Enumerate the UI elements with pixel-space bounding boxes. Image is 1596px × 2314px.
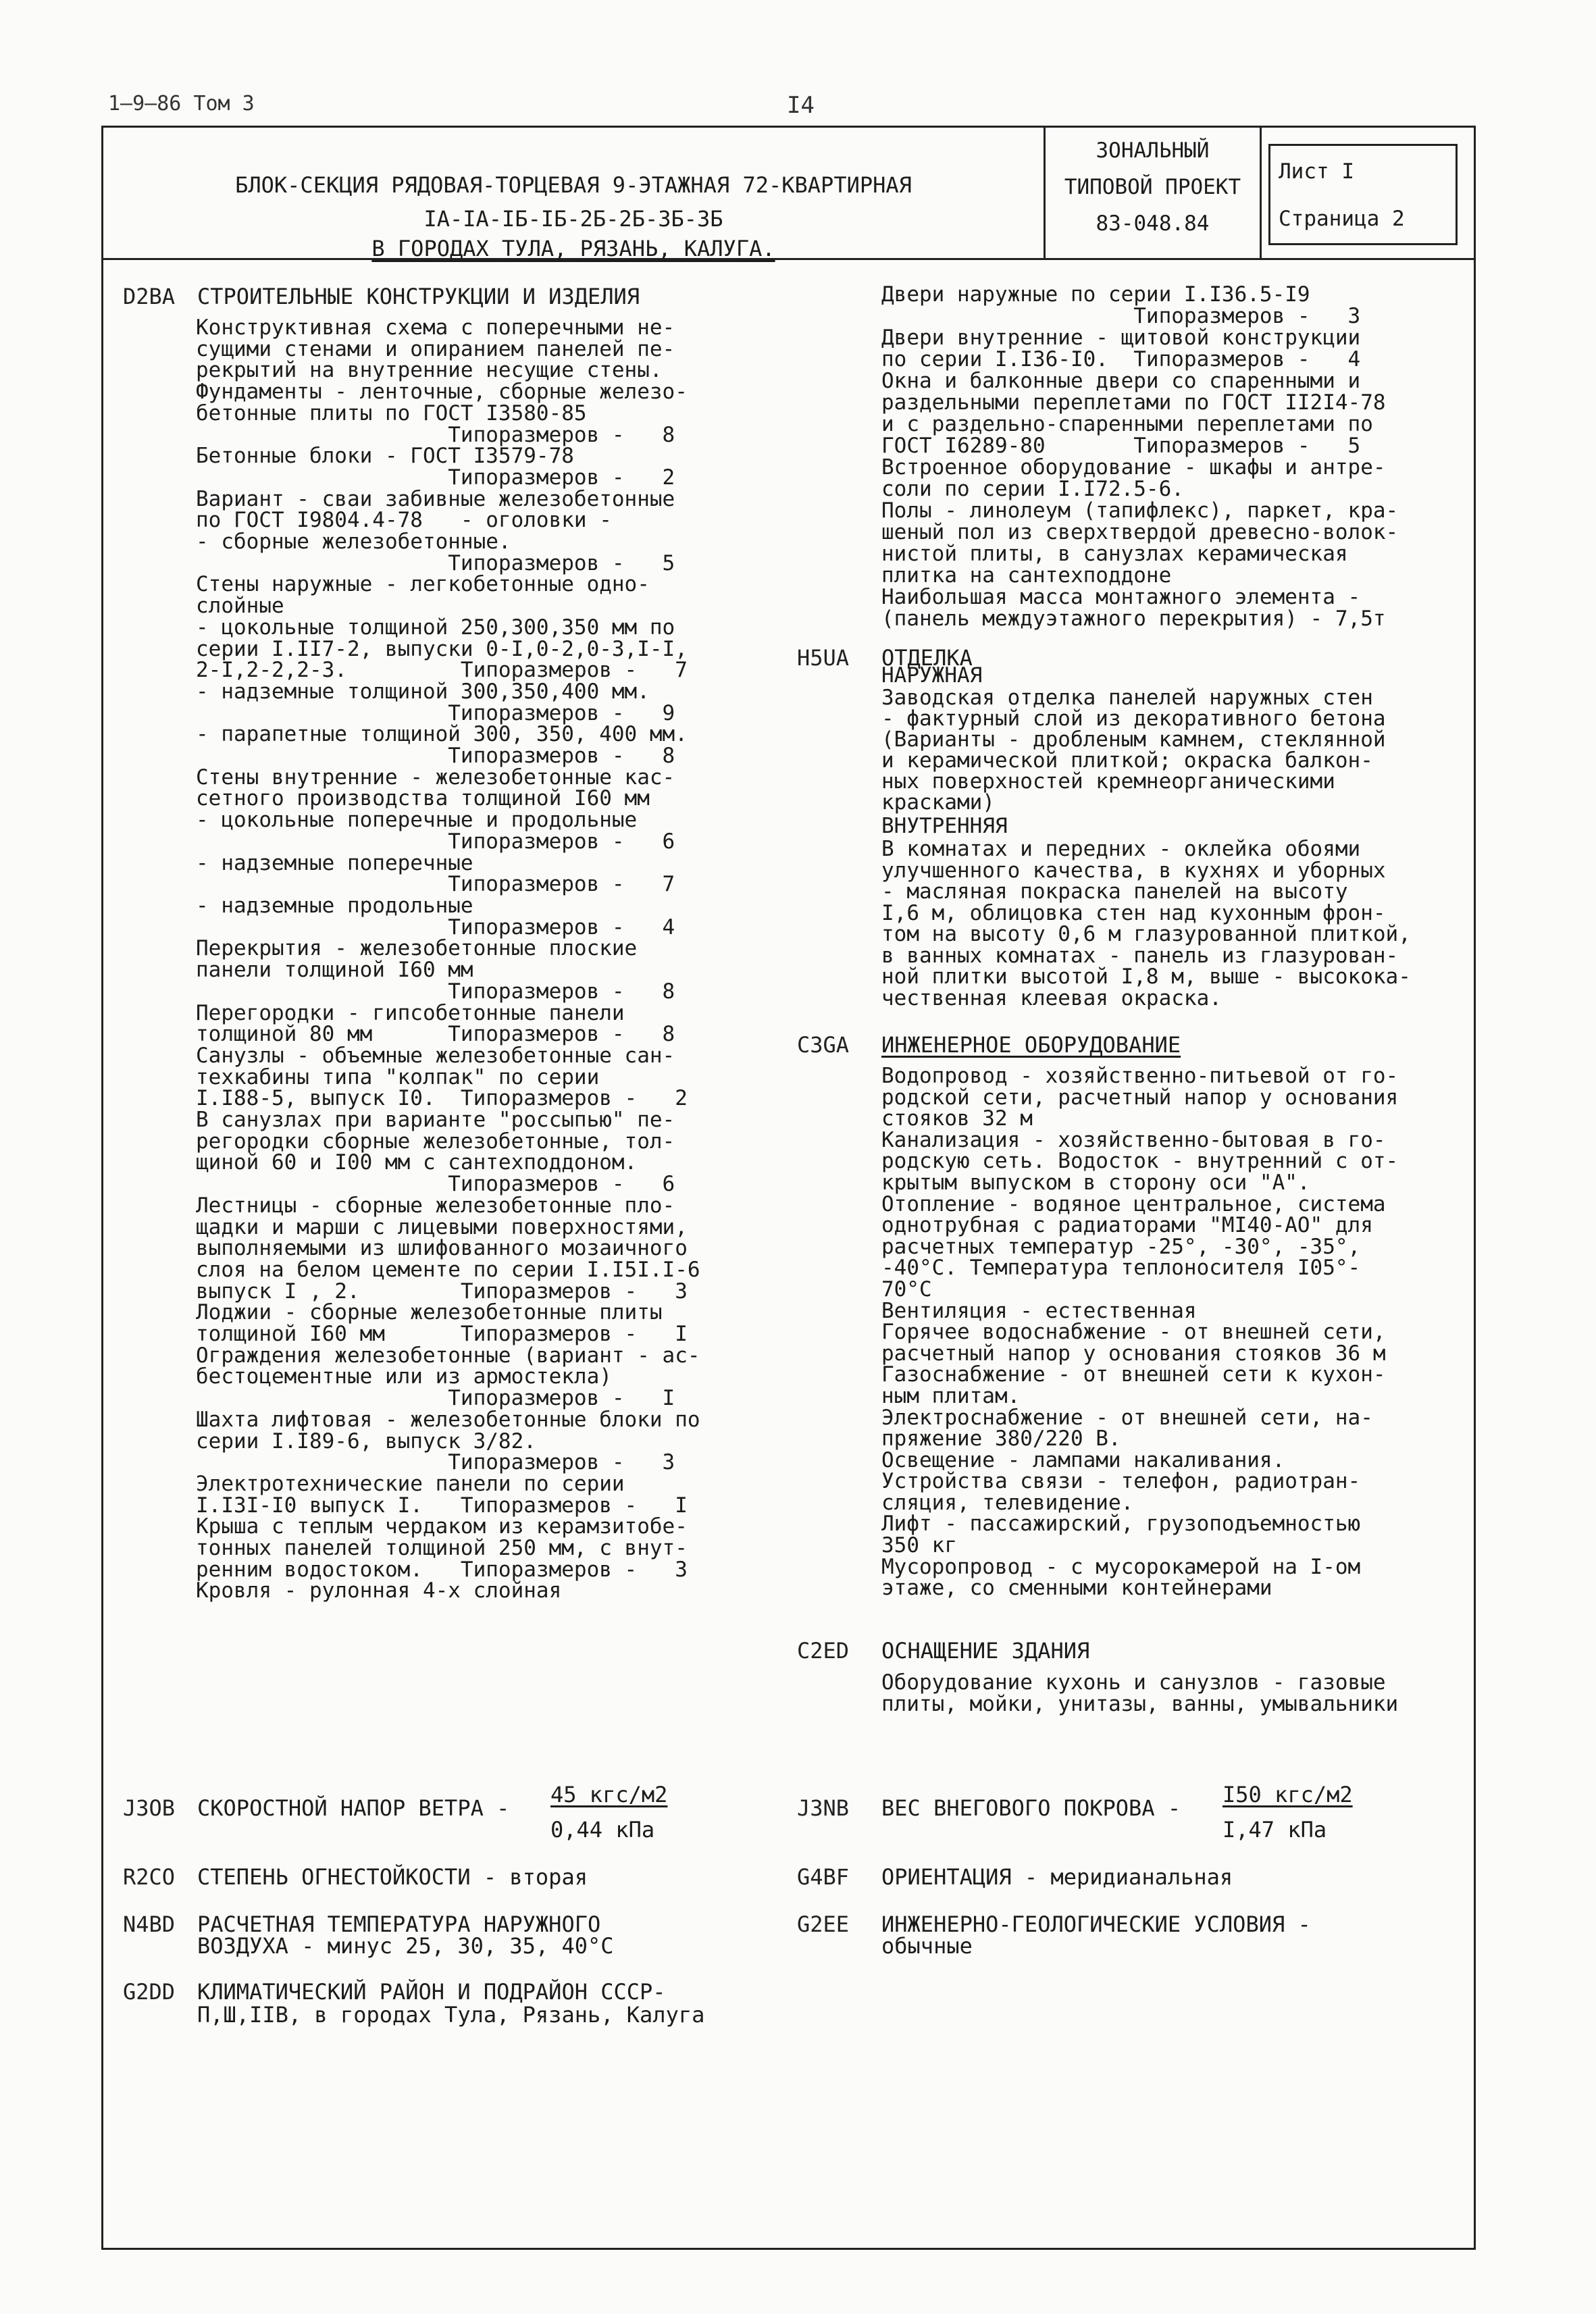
- param-code: J3OB: [123, 1795, 176, 1821]
- title-line-1: БЛОК-СЕКЦИЯ РЯДОВАЯ-ТОРЦЕВАЯ 9-ЭТАЖНАЯ 72-КВАРТИРНАЯ: [235, 172, 912, 198]
- text-line: регородки сборные железобетонные, тол-: [196, 1129, 675, 1154]
- text-line: - надземные продольные: [196, 893, 473, 918]
- text-line: слоя на белом цементе по серии I.I5I.I-6: [196, 1257, 700, 1282]
- text-line: - цокольные толщиной 250,300,350 мм по: [196, 615, 675, 640]
- text-line: Фундаменты - ленточные, сборные железо-: [196, 380, 688, 405]
- text-line: толщиной I60 мм Типоразмеров - I: [196, 1322, 688, 1347]
- text-line: бетонные плиты по ГОСТ I3580-85: [196, 401, 587, 426]
- text-line: щадки и марши с лицевыми поверхностями,: [196, 1214, 688, 1239]
- text-line: Типоразмеров - 5: [196, 550, 675, 575]
- text-line: Бетонные блоки - ГОСТ I3579-78: [196, 444, 574, 469]
- title-block: [103, 128, 1474, 260]
- section-heading: СТРОИТЕЛЬНЫЕ КОНСТРУКЦИИ И ИЗДЕЛИЯ: [197, 284, 640, 309]
- project-number: 83-048.84: [1096, 211, 1210, 236]
- outdoor-temperature-l2: ВОЗДУХА - минус 25, 30, 35, 40°С: [197, 1933, 614, 1959]
- text-line: серии I.II7-2, выпуски 0-I,0-2,0-3,I-I,: [196, 636, 688, 661]
- text-line: - надземные толщиной 300,350,400 мм.: [196, 679, 650, 704]
- section-heading: ОТДЕЛКА: [881, 645, 973, 671]
- text-line: - надземные поперечные: [196, 850, 473, 875]
- text-line: щиной 60 и I00 мм с сантехподдоном.: [196, 1150, 638, 1175]
- text-line: пряжение 380/220 В.: [881, 1426, 1121, 1451]
- text-line: ной плитки высотой I,8 м, выше - высокока-: [881, 965, 1411, 989]
- text-line: Типоразмеров - 4: [196, 915, 675, 940]
- snow-value: I50 кгс/м2: [1222, 1782, 1353, 1807]
- text-line: Перекрытия - железобетонные плоские: [196, 936, 638, 961]
- text-line: Вентиляция - естественная: [881, 1298, 1197, 1323]
- text-line: Типоразмеров - 8: [196, 422, 675, 447]
- text-line: родскую сеть. Водосток - внутренний с от-: [881, 1149, 1399, 1174]
- interior-finish-text: [881, 839, 1411, 1009]
- text-line: улучшенного качества, в кухнях и уборных: [881, 858, 1386, 883]
- text-line: ным плитам.: [881, 1383, 1021, 1408]
- text-line: Устройства связи - телефон, радиотран-: [881, 1469, 1361, 1494]
- param-code: N4BD: [123, 1911, 176, 1937]
- text-line: том на высоту 0,6 м глазурованной плиткой,: [881, 922, 1411, 946]
- construction-text: [196, 317, 700, 1602]
- text-line: красками): [881, 790, 995, 815]
- text-line: однотрубная с радиаторами "МI40-АО" для: [881, 1213, 1373, 1238]
- text-line: Водопровод - хозяйственно-питьевой от го-: [881, 1064, 1399, 1088]
- text-line: Типоразмеров - 7: [196, 872, 675, 897]
- text-line: по серии I.I36-I0. Типоразмеров - 4: [881, 347, 1361, 371]
- text-line: -40°С. Температура теплоносителя I05°-: [881, 1256, 1361, 1281]
- sheet-cell: [1262, 128, 1474, 258]
- snow-label: ВЕС ВНЕГОВОГО ПОКРОВА -: [881, 1795, 1181, 1821]
- text-line: крытым выпуском в сторону оси "А".: [881, 1170, 1310, 1195]
- text-line: сетного производства толщиной I60 мм: [196, 786, 650, 811]
- climate-l1: КЛИМАТИЧЕСКИЙ РАЙОН И ПОДРАЙОН СССР-: [197, 1979, 666, 2005]
- page-label: Страница 2: [1279, 207, 1405, 231]
- text-line: плитка на сантехподдоне: [881, 563, 1172, 588]
- project-type: ЗОНАЛЬНЫЙ: [1096, 138, 1210, 163]
- param-code: G4BF: [797, 1864, 850, 1890]
- section-code: D2BA: [123, 284, 176, 309]
- text-line: Типоразмеров - 9: [196, 700, 675, 725]
- engineering-text: [881, 1066, 1398, 1599]
- text-line: - цокольные поперечные и продольные: [196, 808, 638, 833]
- exterior-finish-text: [881, 688, 1386, 813]
- doors-windows-text: [881, 284, 1398, 629]
- section-code: C3GA: [797, 1032, 850, 1058]
- text-line: техкабины типа "колпак" по серии: [196, 1064, 600, 1089]
- text-line: шеный пол из сверхтвердой древесно-волок-: [881, 520, 1399, 544]
- section-heading: ИНЖЕНЕРНОЕ ОБОРУДОВАНИЕ: [881, 1032, 1181, 1058]
- text-line: Окна и балконные двери со спаренными и: [881, 369, 1361, 393]
- text-line: Типоразмеров - 6: [196, 829, 675, 854]
- project-kind: ТИПОВОЙ ПРОЕКТ: [1064, 175, 1241, 199]
- text-line: выпуск I , 2. Типоразмеров - 3: [196, 1279, 688, 1304]
- geology-l2: обычные: [881, 1933, 973, 1959]
- text-line: ренним водостоком. Типоразмеров - 3: [196, 1557, 688, 1582]
- text-line: стояков 32 м: [881, 1106, 1033, 1131]
- text-line: Электроснабжение - от внешней сети, на-: [881, 1405, 1373, 1430]
- project-cell: [1046, 128, 1262, 258]
- text-line: Ограждения железобетонные (вариант - ас-: [196, 1343, 700, 1368]
- text-line: (панель междуэтажного перекрытия) - 7,5т: [881, 607, 1386, 631]
- subheading: НАРУЖНАЯ: [881, 663, 983, 688]
- text-line: серии I.I89-6, выпуск 3/82.: [196, 1429, 536, 1454]
- text-line: I.I88-5, выпуск I0. Типоразмеров - 2: [196, 1086, 688, 1111]
- text-line: ГОСТ I6289-80 Типоразмеров - 5: [881, 434, 1361, 458]
- text-line: 2-I,2-2,2-3. Типоразмеров - 7: [196, 658, 688, 683]
- section-heading: ОСНАЩЕНИЕ ЗДАНИЯ: [881, 1638, 1090, 1664]
- text-line: выполняемыми из шлифованного мозаичного: [196, 1236, 688, 1261]
- param-code: G2DD: [123, 1979, 176, 2005]
- sheet-label: Лист I: [1279, 159, 1354, 184]
- text-line: Лестницы - сборные железобетонные пло-: [196, 1193, 675, 1218]
- text-line: Типоразмеров - I: [196, 1386, 675, 1411]
- text-line: Типоразмеров - 8: [196, 744, 675, 769]
- text-line: 70°С: [881, 1277, 932, 1302]
- document-reference: 1–9–86 Том 3: [108, 92, 255, 115]
- text-line: нистой плиты, в санузлах керамическая: [881, 542, 1348, 566]
- text-line: по ГОСТ I9804.4-78 - оголовки -: [196, 508, 612, 533]
- text-line: Лоджии - сборные железобетонные плиты: [196, 1300, 663, 1325]
- geology-l1: ИНЖЕНЕРНО-ГЕОЛОГИЧЕСКИЕ УСЛОВИЯ -: [881, 1911, 1311, 1937]
- text-line: Крыша с теплым чердаком из керамзитобе-: [196, 1514, 688, 1539]
- text-line: Освещение - лампами накаливания.: [881, 1447, 1285, 1472]
- text-line: расчетных температур -25°, -30°, -35°,: [881, 1234, 1361, 1259]
- text-line: I,6 м, облицовка стен над кухонным фрон-: [881, 900, 1386, 925]
- fire-resistance: СТЕПЕНЬ ОГНЕСТОЙКОСТИ - вторая: [197, 1864, 588, 1890]
- title-line-2: IA-IA-IБ-IБ-2Б-2Б-3Б-3Б: [423, 206, 723, 232]
- text-line: Типоразмеров - 3: [196, 1450, 675, 1475]
- orientation: ОРИЕНТАЦИЯ - меридианальная: [881, 1864, 1233, 1890]
- text-line: Мусоропровод - с мусорокамерой на I-ом: [881, 1554, 1361, 1579]
- text-line: - фактурный слой из декоративного бетона: [881, 706, 1386, 731]
- param-code: J3NB: [797, 1795, 850, 1821]
- text-line: раздельными переплетами по ГОСТ II2I4-78: [881, 390, 1386, 415]
- text-line: I.I3I-I0 выпуск I. Типоразмеров - I: [196, 1493, 688, 1518]
- text-line: родской сети, расчетный напор у основания: [881, 1085, 1399, 1110]
- text-line: и керамической плиткой; окраска балкон-: [881, 748, 1373, 773]
- text-line: Горячее водоснабжение - от внешней сети,: [881, 1320, 1386, 1345]
- text-line: Санузлы - объемные железобетонные сан-: [196, 1043, 675, 1068]
- text-line: - парапетные толщиной 300, 350, 400 мм.: [196, 722, 688, 747]
- text-line: Оборудование кухонь и санузлов - газовые: [881, 1670, 1386, 1695]
- text-line: Вариант - сваи забивные железобетонные: [196, 486, 675, 511]
- text-line: Отопление - водяное центральное, система: [881, 1191, 1386, 1216]
- equipment-text: [881, 1672, 1398, 1715]
- page-number: I4: [787, 92, 815, 119]
- snow-value-kpa: I,47 кПа: [1222, 1817, 1327, 1843]
- text-line: бестоцементные или из армостекла): [196, 1364, 612, 1389]
- text-line: Лифт - пассажирский, грузоподъемностью: [881, 1512, 1361, 1537]
- wind-value-kpa: 0,44 кПа: [550, 1817, 655, 1843]
- text-line: Конструктивная схема с поперечными не-: [196, 315, 675, 340]
- section-code: C2ED: [797, 1638, 850, 1664]
- text-line: этаже, со сменными контейнерами: [881, 1576, 1272, 1601]
- text-line: сущими стенами и опиранием панелей пе-: [196, 336, 675, 361]
- text-line: Заводская отделка панелей наружных стен: [881, 686, 1373, 710]
- text-line: Стены наружные - легкобетонные одно-: [196, 572, 650, 597]
- text-line: Перегородки - гипсобетонные панели: [196, 1000, 625, 1025]
- outdoor-temperature-l1: РАСЧЕТНАЯ ТЕМПЕРАТУРА НАРУЖНОГО: [197, 1911, 601, 1937]
- text-line: плиты, мойки, унитазы, ванны, умывальники: [881, 1692, 1399, 1716]
- text-line: рекрытий на внутренние несущие стены.: [196, 358, 663, 383]
- text-line: Встроенное оборудование - шкафы и антре-: [881, 455, 1386, 480]
- section-code: H5UA: [797, 645, 850, 671]
- title-cell: [103, 128, 1046, 261]
- text-line: (Варианты - дробленым камнем, стеклянной: [881, 727, 1386, 752]
- text-line: В комнатах и передних - оклейка обоями: [881, 837, 1361, 861]
- text-line: Канализация - хозяйственно-бытовая в го-: [881, 1127, 1386, 1152]
- text-line: Кровля - рулонная 4-х слойная: [196, 1578, 562, 1603]
- text-line: Двери внутренние - щитовой конструкции: [881, 326, 1361, 350]
- text-line: Шахта лифтовая - железобетонные блоки по: [196, 1407, 700, 1432]
- text-line: в ванных комнатах - панель из глазурован-: [881, 943, 1399, 968]
- text-line: Наибольшая масса монтажного элемента -: [881, 585, 1361, 609]
- text-line: Типоразмеров - 6: [196, 1172, 675, 1197]
- text-line: соли по серии I.I72.5-6.: [881, 477, 1184, 501]
- text-line: слойные: [196, 594, 284, 619]
- text-line: чественная клеевая окраска.: [881, 985, 1222, 1010]
- param-code: G2EE: [797, 1911, 850, 1937]
- text-line: В санузлах при варианте "россыпью" пе-: [196, 1108, 675, 1133]
- text-line: сляция, телевидение.: [881, 1490, 1134, 1515]
- text-line: 350 кг: [881, 1533, 957, 1558]
- text-line: тонных панелей толщиной 250 мм, с внут-: [196, 1536, 688, 1561]
- text-line: Типоразмеров - 8: [196, 979, 675, 1004]
- text-line: Типоразмеров - 3: [881, 304, 1361, 328]
- param-code: R2CO: [123, 1864, 176, 1890]
- text-line: Типоразмеров - 2: [196, 465, 675, 490]
- text-line: Газоснабжение - от внешней сети к кухон-: [881, 1362, 1386, 1387]
- text-line: панели толщиной I60 мм: [196, 958, 473, 983]
- text-line: толщиной 80 мм Типоразмеров - 8: [196, 1022, 675, 1047]
- text-line: Полы - линолеум (тапифлекс), паркет, кра-: [881, 498, 1399, 523]
- subheading: ВНУТРЕННЯЯ: [881, 814, 1008, 838]
- title-line-3: В ГОРОДАХ ТУЛА, РЯЗАНЬ, КАЛУГА.: [371, 236, 775, 261]
- wind-value: 45 кгс/м2: [550, 1782, 668, 1807]
- climate-l2: П,Ш,IIВ, в городах Тула, Рязань, Калуга: [197, 2002, 705, 2028]
- text-line: расчетный напор у основания стояков 36 м: [881, 1341, 1386, 1366]
- text-line: и с раздельно-спаренными переплетами по: [881, 412, 1373, 436]
- text-line: - масляная покраска панелей на высоту: [881, 879, 1348, 904]
- text-line: Стены внутренние - железобетонные кас-: [196, 765, 675, 790]
- text-line: Двери наружные по серии I.I36.5-I9: [881, 282, 1310, 307]
- text-line: ных поверхностей кремнеорганическими: [881, 769, 1335, 794]
- text-line: Электротехнические панели по серии: [196, 1471, 625, 1496]
- text-line: - сборные железобетонные.: [196, 530, 511, 555]
- wind-label: СКОРОСТНОЙ НАПОР ВЕТРА -: [197, 1795, 510, 1821]
